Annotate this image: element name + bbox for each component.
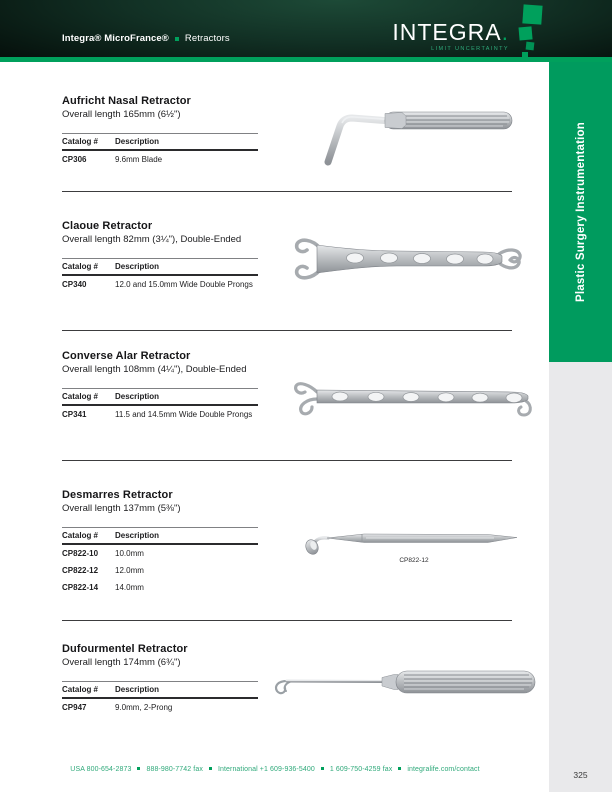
logo-word-text: INTEGRA [392, 19, 502, 45]
table-header-row [62, 527, 258, 545]
catalog-table [62, 388, 258, 423]
section-divider [62, 460, 512, 461]
column-header-catalog: Catalog # [62, 392, 99, 401]
catalog-table [62, 681, 258, 716]
product-section-aufricht [62, 95, 262, 168]
logo-text-block [392, 21, 509, 52]
claoue-retractor-image [287, 228, 532, 297]
product-subtitle: Overall length 137mm (5⅜") [62, 503, 181, 514]
section-divider [62, 191, 512, 192]
catalog-number: CP306 [62, 155, 87, 164]
header-accent-line [0, 57, 612, 62]
logo-tagline: LIMIT UNCERTAINTY [431, 46, 509, 52]
footer-phone-usa: USA 800-654-2873 [70, 766, 132, 773]
product-subtitle: Overall length 174mm (6¾") [62, 657, 181, 668]
table-row [62, 276, 258, 293]
dufourmentel-retractor-image [263, 660, 540, 713]
table-header-row [62, 388, 258, 406]
footer-fax-usa: 888-980-7742 fax [131, 766, 202, 773]
description-cell: 14.0mm [115, 583, 144, 592]
column-header-description: Description [115, 685, 160, 694]
chapter-tab [549, 62, 612, 362]
page-number-column [549, 362, 612, 792]
desmarres-retractor-image [282, 522, 520, 561]
table-row [62, 579, 258, 596]
column-header-description: Description [115, 392, 160, 401]
description-cell: 11.5 and 14.5mm Wide Double Prongs [115, 410, 253, 419]
catalog-table [62, 258, 258, 293]
description-cell: 9.6mm Blade [115, 155, 163, 164]
table-header-row [62, 133, 258, 151]
table-row [62, 406, 258, 423]
catalog-number: CP341 [62, 410, 87, 419]
chapter-tab-label: Plastic Surgery Instrumentation [574, 121, 587, 303]
product-title: Claoue Retractor [62, 220, 153, 232]
product-title: Desmarres Retractor [62, 489, 173, 501]
product-section-dufourmentel [62, 643, 262, 716]
description-cell: 10.0mm [115, 549, 144, 558]
column-header-catalog: Catalog # [62, 685, 99, 694]
integra-logo [392, 4, 548, 60]
column-header-catalog: Catalog # [62, 137, 99, 146]
table-row [62, 562, 258, 579]
product-title: Dufourmentel Retractor [62, 643, 188, 655]
column-header-description: Description [115, 137, 160, 146]
table-header-row [62, 681, 258, 699]
logo-squares-icon [512, 4, 548, 60]
description-cell: 12.0mm [115, 566, 144, 575]
product-section-desmarres [62, 489, 262, 596]
square-bullet-icon [175, 37, 179, 41]
header-band [0, 0, 612, 57]
footer-phone-intl: International +1 609-936-5400 [203, 766, 315, 773]
description-cell: 12.0 and 15.0mm Wide Double Prongs [115, 280, 253, 289]
product-subtitle: Overall length 108mm (4¼"), Double-Ended [62, 364, 247, 375]
converse-alar-retractor-image [287, 368, 540, 429]
aufricht-retractor-image [285, 98, 515, 178]
description-cell: 9.0mm, 2-Prong [115, 703, 173, 712]
product-title: Aufricht Nasal Retractor [62, 95, 191, 107]
logo-wordmark [392, 21, 509, 44]
column-header-description: Description [115, 531, 160, 540]
breadcrumb-section: Retractors [184, 33, 230, 44]
footer-contact-line [30, 766, 520, 773]
section-divider [62, 620, 512, 621]
breadcrumb [62, 33, 230, 44]
column-header-catalog: Catalog # [62, 531, 99, 540]
footer-website-link: integralife.com/contact [392, 766, 479, 773]
column-header-description: Description [115, 262, 160, 271]
table-row [62, 151, 258, 168]
catalog-table [62, 133, 258, 168]
breadcrumb-brand: Integra® MicroFrance® [62, 33, 169, 44]
product-section-claoue [62, 220, 262, 293]
footer-fax-intl: 1 609-750-4259 fax [315, 766, 393, 773]
table-header-row [62, 258, 258, 276]
product-subtitle: Overall length 165mm (6½") [62, 109, 181, 120]
column-header-catalog: Catalog # [62, 262, 99, 271]
product-section-converse [62, 350, 262, 423]
catalog-number: CP822-12 [62, 566, 99, 575]
product-subtitle: Overall length 82mm (3¼"), Double-Ended [62, 234, 242, 245]
catalog-number: CP340 [62, 280, 87, 289]
logo-dot: . [501, 19, 509, 45]
product-title: Converse Alar Retractor [62, 350, 191, 362]
catalog-table [62, 527, 258, 596]
catalog-number: CP822-14 [62, 583, 99, 592]
catalog-number: CP947 [62, 703, 87, 712]
table-row [62, 699, 258, 716]
page-number: 325 [573, 770, 588, 780]
catalog-number: CP822-10 [62, 549, 99, 558]
section-divider [62, 330, 512, 331]
table-row [62, 545, 258, 562]
figure-caption: CP822-12 [399, 557, 429, 564]
